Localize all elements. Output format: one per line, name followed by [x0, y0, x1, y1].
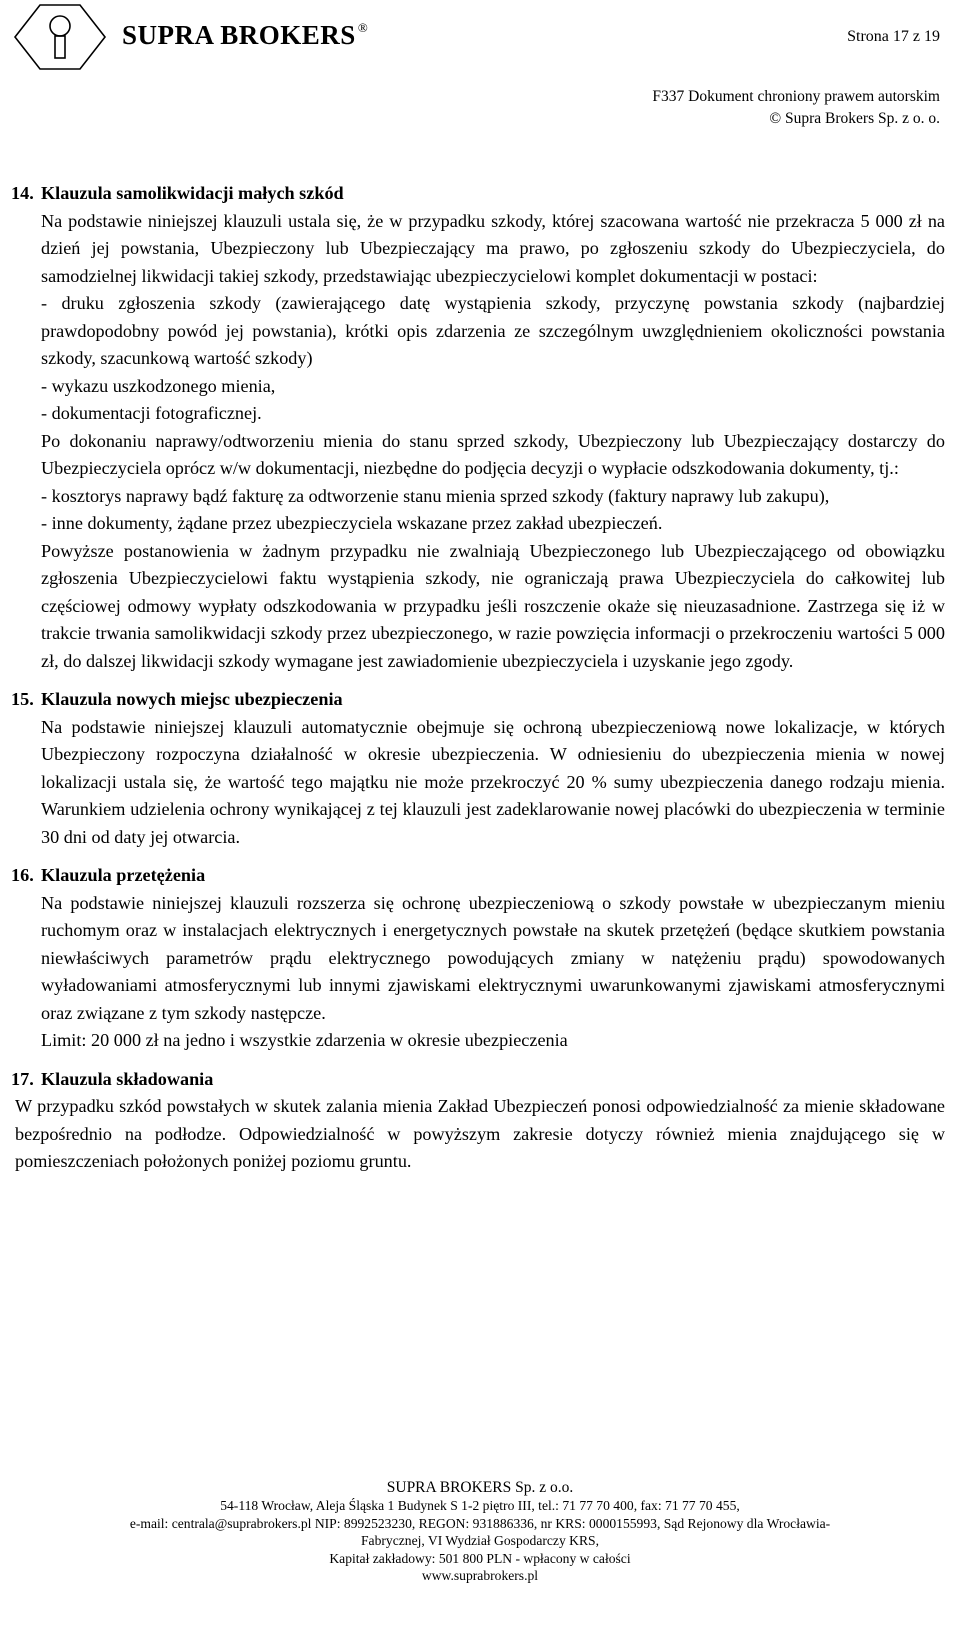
paragraph: Po dokonaniu naprawy/odtworzeniu mienia do stanu sprzed szkody, Ubezpieczony lub Ubezpieczający dostarczy do Ubezpieczyciela oprócz w/w dokumentacji, niezbędne do podjęcia decyzji o wypłacie odszkodowania dokumenty, tj.: [41, 430, 945, 478]
paragraph: Na podstawie niniejszej klauzuli automatycznie obejmuje się ochroną ubezpieczeniową nowe lokalizacje, w których Ubezpieczony rozpoczyna działalność w okresie ubezpieczenia. W odniesieniu do ubezpieczenia mienia w nowej lokalizacji ustala się, że wartość tego majątku nie może przekroczyć 20 % sumy ubezpieczenia danego rodzaju mienia. Warunkiem udzielenia ochrony wynikającej z tej klauzuli jest zadeklarowanie nowej placówki do ubezpieczenia w terminie 30 dni od daty jej otwarcia. [41, 716, 945, 847]
section-16 [11, 862, 945, 1055]
section-number: 17. [11, 1068, 34, 1089]
footer-court: Fabrycznej, VI Wydział Gospodarczy KRS, [360, 1533, 600, 1548]
footer-website[interactable]: www.suprabrokers.pl [421, 1568, 539, 1583]
section-body [41, 208, 945, 676]
registered-mark: ® [357, 20, 369, 35]
section-heading [11, 1066, 945, 1094]
company-logo [10, 2, 450, 72]
list-item: - inne dokumenty, żądane przez ubezpieczyciela wskazane przez zakład ubezpieczeń. [41, 513, 663, 533]
section-title: Klauzula nowych miejsc ubezpieczenia [41, 689, 343, 709]
section-number: 16. [11, 865, 34, 885]
page-number: Strona 17 z 19 [847, 28, 940, 45]
list-item: - wykazu uszkodzonego mienia, [41, 375, 276, 396]
main-content [11, 180, 945, 1176]
section-17 [11, 1066, 945, 1176]
section-number: 14. [11, 183, 34, 203]
copyright-note [652, 86, 940, 130]
list-item: - druku zgłoszenia szkody (zawierającego datę wystąpienia szkody, przyczynę powstania szkody (najbardziej prawdopodobny powód jej powstania), krótki opis zdarzenia ze szczególnym uwzględnieniem okoliczności powstania szkody, szacunkową wartość szkody) [41, 293, 945, 368]
paragraph: Na podstawie niniejszej klauzuli rozszerza się ochronę ubezpieczeniową o szkody powstałe w ubezpieczanym mieniu ruchomym oraz w instalacjach elektrycznych i energetycznych powstałe na skutek przetężeń (będące skutkiem powstania niewłaściwych parametrów prądu elektrycznego powodujących zmiany w natężeniu prądu) spowodowanych wyładowaniami atmosferycznymi lub innymi zjawiskami elektrycznymi uwarunkowanymi zjawiskami atmosferycznymi oraz związane z tym szkody następcze. [41, 892, 945, 1023]
document-code: F337 Dokument chroniony prawem autorskim [652, 88, 940, 105]
footer-registry: e-mail: centrala@suprabrokers.pl NIP: 8992523230, REGON: 931886336, nr KRS: 0000155993, Sąd Rejonowy dla Wrocławia- [129, 1515, 831, 1531]
section-14 [11, 180, 945, 675]
paragraph: Na podstawie niniejszej klauzuli ustala się, że w przypadku szkody, której szacowana wartość nie przekracza 5 000 zł na dzień jej powstania, Ubezpieczony lub Ubezpieczający ma prawo, po zgłoszeniu szkody do Ubezpieczyciela, do samodzielnej likwidacji takiej szkody, przedstawiając ubezpieczycielowi komplet dokumentacji w postaci: [41, 210, 945, 286]
paragraph: W przypadku szkód powstałych w skutek zalania mienia Zakład Ubezpieczeń ponosi odpowiedzialność za mienie składowane bezpośrednio na podłodze. Odpowiedzialność w powyższym zakresie dotyczy również mienia znajdującego się w pomieszczeniach położonych poniżej poziomu gruntu. [15, 1096, 945, 1171]
list-item: - dokumentacji fotograficznej. [41, 403, 262, 423]
list-item: - kosztorys naprawy bądź fakturę za odtworzenie stanu mienia sprzed szkody (faktury naprawy lub zakupu), [41, 485, 830, 506]
logo-text: SUPRA BROKERS [122, 20, 356, 50]
limit-line: Limit: 20 000 zł na jedno i wszystkie zdarzenia w okresie ubezpieczenia [41, 1030, 568, 1050]
paragraph: Powyższe postanowienia w żadnym przypadku nie zwalniają Ubezpieczonego lub Ubezpieczającego od obowiązku zgłoszenia Ubezpieczycielowi faktu wystąpienia szkody, nie ograniczają prawa Ubezpieczyciela do całkowitej lub częściowej odmowy wypłaty odszkodowania w przypadku jeśli roszczenie okaże się nieuzasadnione. Zastrzega się iż w trakcie trwania samolikwidacji szkody przez ubezpieczonego, w razie powzięcia informacji o przekroczeniu wartości 5 000 zł, do dalszej likwidacji szkody wymagane jest zawiadomienie ubezpieczyciela i uzyskanie jego zgody. [41, 540, 945, 671]
section-15 [11, 686, 945, 851]
footer-capital: Kapitał zakładowy: 501 800 PLN - wpłacony w całości [329, 1550, 631, 1566]
footer-address: 54-118 Wrocław, Aleja Śląska 1 Budynek S 1-2 piętro III, tel.: 71 77 70 400, fax: 71 77 70 455, [220, 1498, 740, 1513]
section-number: 15. [11, 689, 34, 709]
section-heading [11, 862, 945, 890]
section-title: Klauzula samolikwidacji małych szkód [41, 183, 344, 203]
spacer [11, 851, 945, 862]
copyright-line: © Supra Brokers Sp. z o. o. [769, 110, 940, 127]
page-footer [0, 1478, 960, 1585]
logo-octagon-icon [10, 2, 110, 72]
section-title: Klauzula składowania [41, 1068, 214, 1089]
section-heading [11, 686, 945, 714]
spacer [11, 675, 945, 686]
logo-wordmark [122, 20, 368, 51]
section-body [41, 890, 945, 1055]
spacer [11, 1055, 945, 1066]
section-heading [11, 180, 945, 208]
section-title: Klauzula przetężenia [41, 865, 206, 885]
section-body [41, 714, 945, 852]
section-body [15, 1093, 945, 1176]
footer-company: SUPRA BROKERS Sp. z o.o. [386, 1479, 574, 1496]
